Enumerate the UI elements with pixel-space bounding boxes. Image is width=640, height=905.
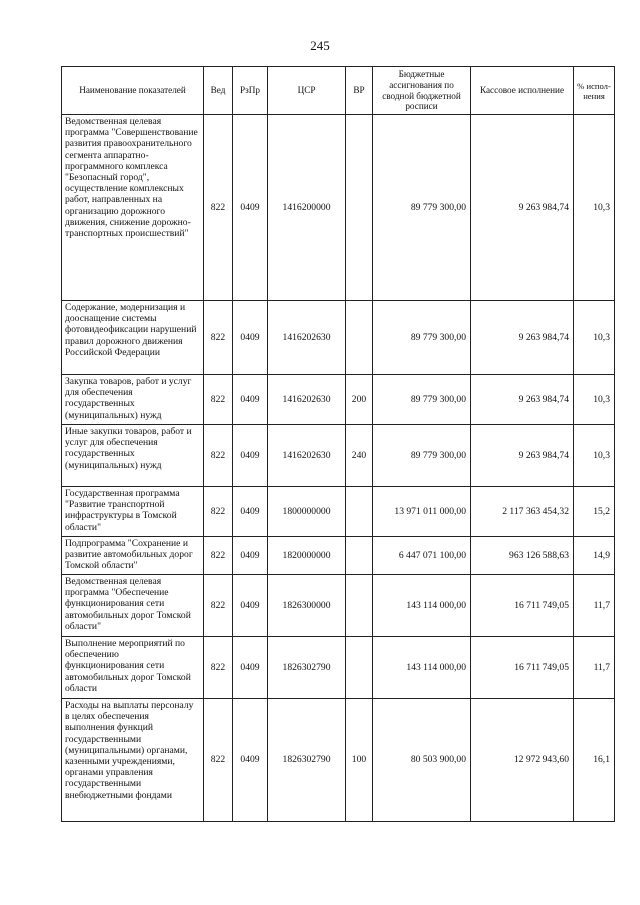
header-percent: % испол-нения: [574, 67, 615, 115]
row-ved: 822: [204, 375, 233, 425]
row-cash: 963 126 588,63: [471, 537, 574, 575]
row-ved: 822: [204, 425, 233, 487]
row-rzpr: 0409: [233, 575, 268, 637]
header-cash: Кассовое исполнение: [471, 67, 574, 115]
page-number: 245: [310, 38, 330, 53]
row-name: Иные закупки товаров, работ и услуг для обеспечения государственных (муниципальных) нужд: [62, 425, 204, 487]
row-vr: 240: [346, 425, 373, 487]
row-percent: 11,7: [574, 575, 615, 637]
row-csr: 1800000000: [268, 487, 346, 537]
table-row: [62, 301, 615, 375]
row-vr: [346, 537, 373, 575]
row-rzpr: 0409: [233, 699, 268, 822]
row-rzpr: 0409: [233, 637, 268, 699]
row-name: Выполнение мероприятий по обеспечению функционирования сети автомобильных дорог Томской области: [62, 637, 204, 699]
table-row: [62, 637, 615, 699]
row-vr: [346, 575, 373, 637]
row-budget: 143 114 000,00: [373, 637, 471, 699]
row-percent: 10,3: [574, 425, 615, 487]
header-ved: Вед: [204, 67, 233, 115]
row-csr: 1416202630: [268, 301, 346, 375]
row-csr: 1416202630: [268, 425, 346, 487]
header-rzpr: РзПр: [233, 67, 268, 115]
row-cash: 9 263 984,74: [471, 301, 574, 375]
row-ved: 822: [204, 537, 233, 575]
row-name: Ведомственная целевая программа "Обеспечение функционирования сети автомобильных дорог Томской области": [62, 575, 204, 637]
row-cash: 16 711 749,05: [471, 637, 574, 699]
row-name: Подпрограмма "Сохранение и развитие автомобильных дорог Томской области": [62, 537, 204, 575]
row-cash: 16 711 749,05: [471, 575, 574, 637]
table-row: [62, 575, 615, 637]
row-cash: 9 263 984,74: [471, 375, 574, 425]
row-budget: 89 779 300,00: [373, 425, 471, 487]
row-budget: 80 503 900,00: [373, 699, 471, 822]
row-vr: [346, 301, 373, 375]
row-ved: 822: [204, 487, 233, 537]
header-csr: ЦСР: [268, 67, 346, 115]
row-name: Закупка товаров, работ и услуг для обеспечения государственных (муниципальных) нужд: [62, 375, 204, 425]
table-row: [62, 537, 615, 575]
row-csr: 1826302790: [268, 699, 346, 822]
row-ved: 822: [204, 575, 233, 637]
table-row: [62, 699, 615, 822]
row-budget: 143 114 000,00: [373, 575, 471, 637]
row-percent: 14,9: [574, 537, 615, 575]
row-budget: 13 971 011 000,00: [373, 487, 471, 537]
row-ved: 822: [204, 699, 233, 822]
row-percent: 11,7: [574, 637, 615, 699]
row-rzpr: 0409: [233, 375, 268, 425]
row-budget: 89 779 300,00: [373, 301, 471, 375]
row-csr: 1820000000: [268, 537, 346, 575]
row-ved: 822: [204, 637, 233, 699]
row-vr: [346, 487, 373, 537]
row-vr: 200: [346, 375, 373, 425]
header-budget: Бюджетные ассигнования по сводной бюджетной росписи: [373, 67, 471, 115]
row-name: Ведомственная целевая программа "Совершенствование развития правоохранительного сегмента аппаратно-программного комплекса "Безопасный город", осуществление комплексных работ, направленных на организацию дорожного движения, снижение дорожно-транспортных происшествий": [62, 115, 204, 301]
row-percent: 10,3: [574, 301, 615, 375]
header-name: Наименование показателей: [62, 67, 204, 115]
header-vr: ВР: [346, 67, 373, 115]
table-row: [62, 425, 615, 487]
table-row: [62, 487, 615, 537]
row-rzpr: 0409: [233, 537, 268, 575]
row-csr: 1416200000: [268, 115, 346, 301]
row-budget: 89 779 300,00: [373, 375, 471, 425]
row-name: Расходы на выплаты персоналу в целях обеспечения выполнения функций государственными (муниципальными) органами, казенными учреждениями, органами управления государственными внебюджетными фондами: [62, 699, 204, 822]
row-vr: 100: [346, 699, 373, 822]
row-rzpr: 0409: [233, 425, 268, 487]
budget-table: [61, 66, 615, 822]
table-header-row: [62, 67, 615, 115]
row-budget: 89 779 300,00: [373, 115, 471, 301]
row-budget: 6 447 071 100,00: [373, 537, 471, 575]
row-csr: 1416202630: [268, 375, 346, 425]
row-name: Государственная программа "Развитие транспортной инфраструктуры в Томской области": [62, 487, 204, 537]
row-ved: 822: [204, 301, 233, 375]
row-cash: 9 263 984,74: [471, 425, 574, 487]
row-rzpr: 0409: [233, 301, 268, 375]
row-csr: 1826300000: [268, 575, 346, 637]
row-vr: [346, 637, 373, 699]
row-rzpr: 0409: [233, 115, 268, 301]
row-name: Содержание, модернизация и дооснащение системы фотовидеофиксации нарушений правил дорожного движения Российской Федерации: [62, 301, 204, 375]
row-cash: 9 263 984,74: [471, 115, 574, 301]
row-percent: 15,2: [574, 487, 615, 537]
row-percent: 10,3: [574, 375, 615, 425]
row-rzpr: 0409: [233, 487, 268, 537]
row-percent: 10,3: [574, 115, 615, 301]
table-row: [62, 375, 615, 425]
row-percent: 16,1: [574, 699, 615, 822]
table-row: [62, 115, 615, 301]
row-cash: 12 972 943,60: [471, 699, 574, 822]
row-csr: 1826302790: [268, 637, 346, 699]
row-ved: 822: [204, 115, 233, 301]
row-cash: 2 117 363 454,32: [471, 487, 574, 537]
row-vr: [346, 115, 373, 301]
